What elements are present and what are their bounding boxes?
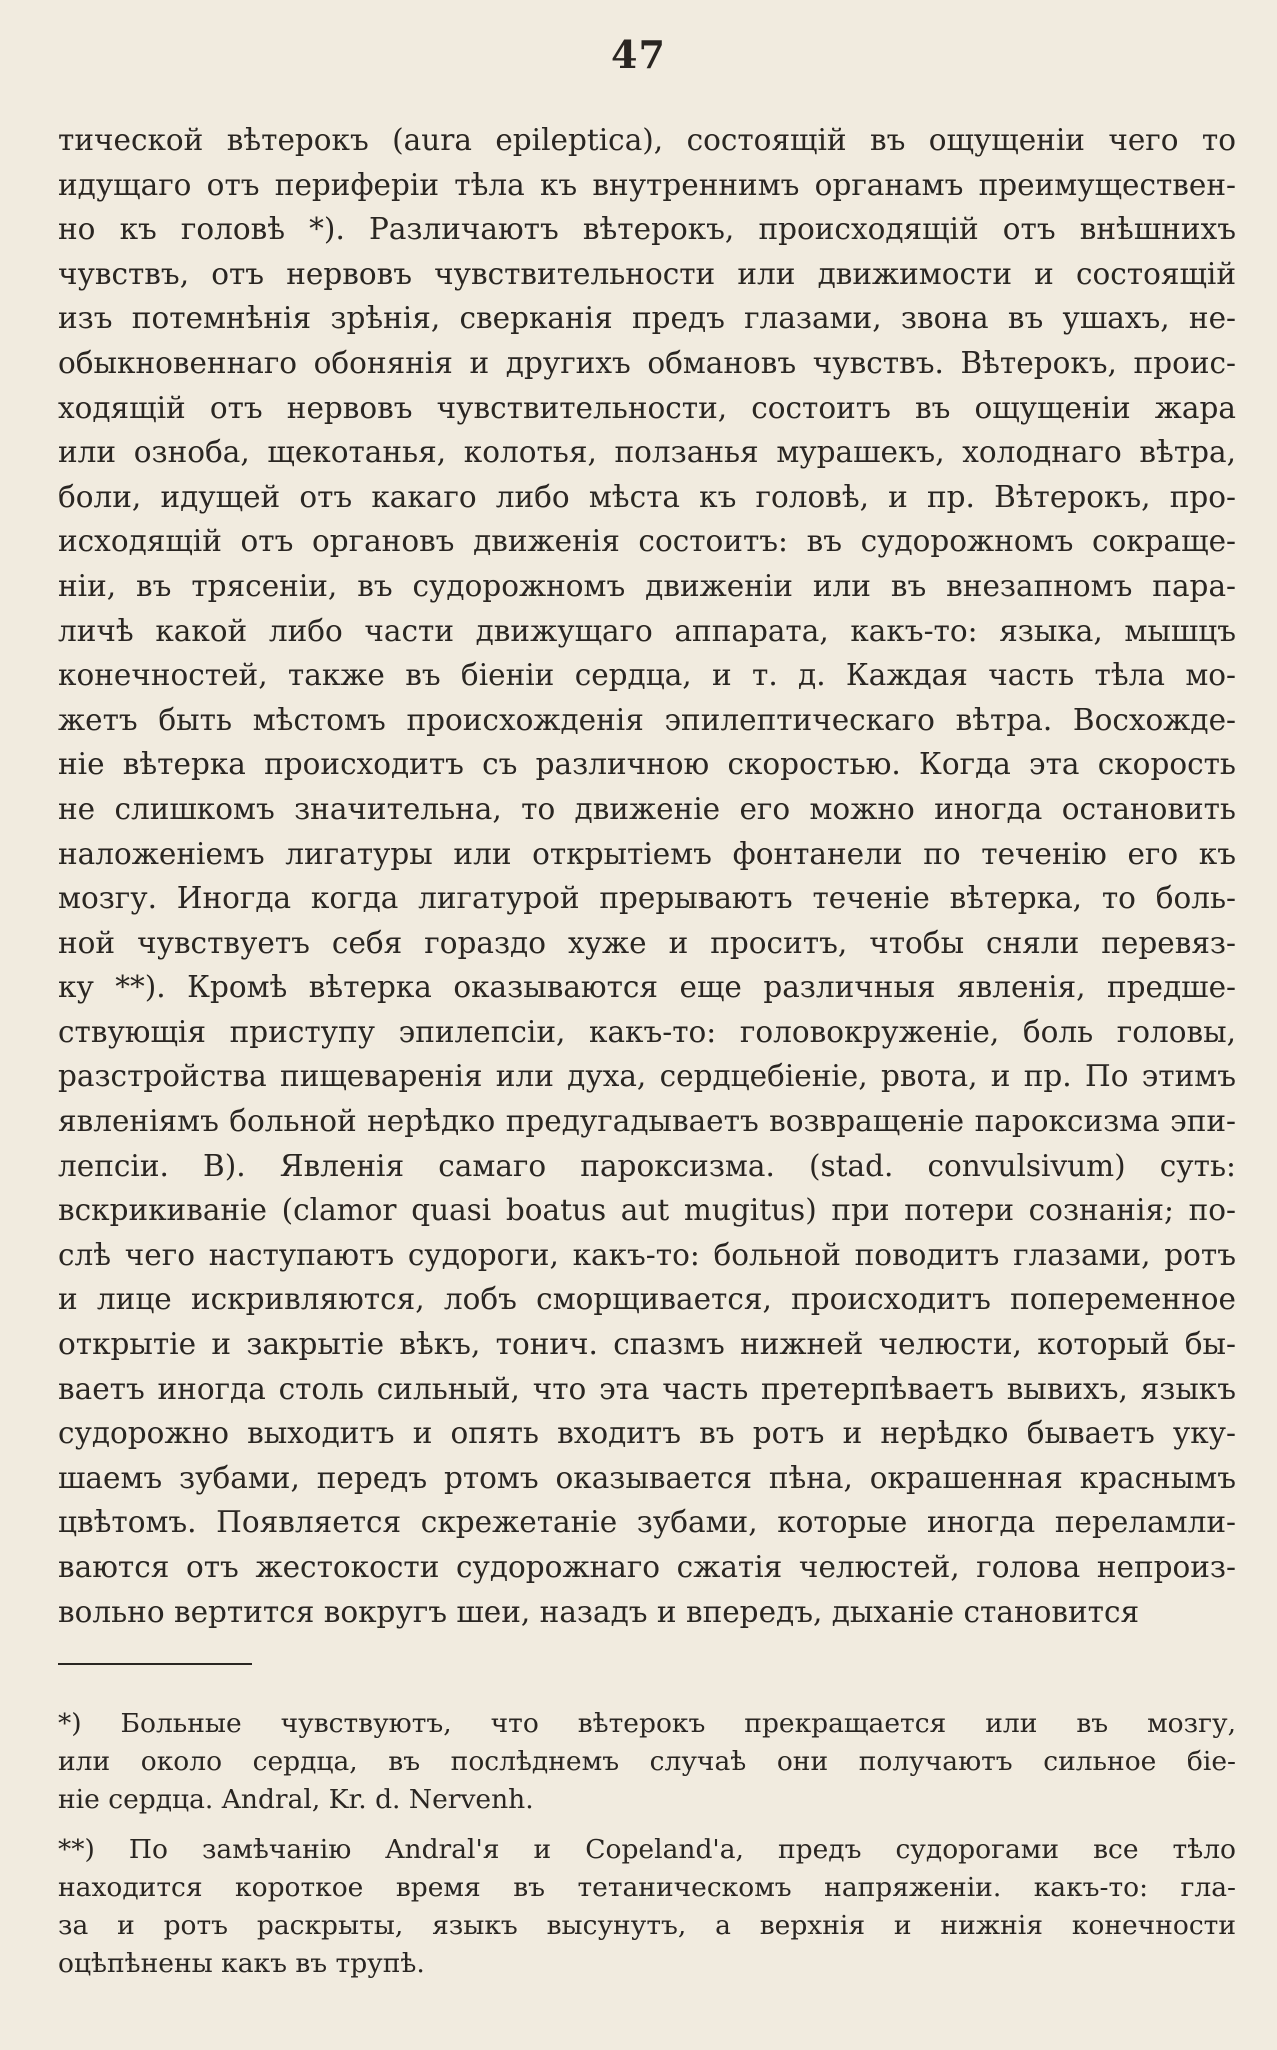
footnote (58, 1705, 1236, 1819)
text-line: или озноба, щекотанья, колотья, ползанья мурашекъ, холоднаго вѣтра, (58, 435, 1236, 470)
text-line: боли, идущей отъ какаго либо мѣста къ головѣ, и пр. Вѣтерокъ, про- (58, 479, 1236, 514)
text-line: цвѣтомъ. Появляется скрежетаніе зубами, которые иногда переламли- (58, 1505, 1236, 1540)
text-line: жетъ быть мѣстомъ происхожденія эпилептическаго вѣтра. Восхожде- (58, 702, 1236, 737)
footnote-line: оцѣпѣнены какъ въ трупѣ. (58, 1948, 425, 1979)
text-line: ваетъ иногда столь сильный, что эта часть претерпѣваетъ вывихъ, языкъ (58, 1371, 1236, 1406)
text-line: ствующія приступу эпилепсіи, какъ-то: головокруженіе, боль головы, (58, 1014, 1236, 1049)
text-line: ваются отъ жестокости судорожнаго сжатія челюстей, голова непроиз- (58, 1550, 1236, 1584)
text-line: явленіямъ больной нерѣдко предугадываетъ возвращеніе пароксизма эпи- (58, 1104, 1236, 1139)
footnote (58, 1831, 1236, 1983)
text-line: чувствъ, отъ нервовъ чувствительности или движимости и состоящій (58, 256, 1236, 291)
text-line: ной чувствуетъ себя гораздо хуже и проситъ, чтобы сняли перевяз- (58, 925, 1236, 960)
text-line: не слишкомъ значительна, то движеніе его можно иногда остановить (58, 791, 1236, 826)
text-line: изъ потемнѣнія зрѣнія, сверканія предъ глазами, звона въ ушахъ, не- (58, 301, 1236, 336)
text-line: судорожно выходитъ и опять входитъ въ ротъ и нерѣдко бываетъ уку- (58, 1416, 1236, 1451)
text-line: но къ головѣ *). Различаютъ вѣтерокъ, происходящій отъ внѣшнихъ (58, 212, 1236, 247)
page-number: 47 (611, 32, 666, 77)
text-line: открытіе и закрытіе вѣкъ, тонич. спазмъ нижней челюсти, который бы- (58, 1327, 1236, 1362)
text-line: мозгу. Иногда когда лигатурой прерываютъ теченіе вѣтерка, то боль- (58, 881, 1236, 916)
footnote-line: за и ротъ раскрыты, языкъ высунутъ, а верхнія и нижнія конечности (58, 1910, 1236, 1941)
text-line: обыкновеннаго обонянія и другихъ обмановъ чувствъ. Вѣтерокъ, проис- (58, 345, 1236, 380)
text-line: слѣ чего наступаютъ судороги, какъ-то: больной поводитъ глазами, ротъ (58, 1237, 1236, 1272)
text-line: наложеніемъ лигатуры или открытіемъ фонтанели по теченію его къ (58, 836, 1236, 871)
text-line: ку **). Кромѣ вѣтерка оказываются еще различныя явленія, предше- (58, 970, 1236, 1005)
text-line: ходящій отъ нервовъ чувствительности, состоитъ въ ощущеніи жара (58, 390, 1236, 425)
text-line: шаемъ зубами, передъ ртомъ оказывается пѣна, окрашенная краснымъ (58, 1460, 1236, 1495)
footnote-line: **) По замѣчанію Andral'я и Copeland'а, предъ судорогами все тѣло (58, 1834, 1236, 1865)
text-line: вольно вертится вокругъ шеи, назадъ и впередъ, дыханіе становится (58, 1594, 1140, 1629)
footnotes (58, 1705, 1236, 1983)
text-line: вскрикиваніе (clamor quasi boatus aut mugitus) при потери сознанія; по- (58, 1193, 1236, 1228)
footnote-line: находится короткое время въ тетаническомъ напряженіи. какъ-то: гла- (58, 1872, 1236, 1903)
footnote-line: или около сердца, въ послѣднемъ случаѣ они получаютъ сильное біе- (58, 1746, 1236, 1777)
footnote-line: ніе сердца. Andral, Kr. d. Nervenh. (58, 1784, 534, 1815)
text-line: ніи, въ трясеніи, въ судорожномъ движеніи или въ внезапномъ пара- (58, 568, 1236, 603)
text-line: исходящій отъ органовъ движенія состоитъ: въ судорожномъ сокраще- (58, 524, 1236, 559)
text-line: разстройства пищеваренія или духа, сердцебіеніе, рвота, и пр. По этимъ (58, 1059, 1236, 1094)
text-line: личѣ какой либо части движущаго аппарата, какъ-то: языка, мышцъ (58, 613, 1236, 648)
text-line: тической вѣтерокъ (aura epileptica), состоящій въ ощущеніи чего то (58, 123, 1236, 157)
text-line: лепсіи. В). Явленія самаго пароксизма. (stad. convulsivum) суть: (58, 1148, 1236, 1183)
text-line: конечностей, также въ біеніи сердца, и т. д. Каждая часть тѣла мо- (58, 658, 1236, 693)
text-line: ніе вѣтерка происходитъ съ различною скоростью. Когда эта скорость (58, 747, 1236, 782)
main-text (58, 118, 1236, 1634)
text-line: идущаго отъ периферіи тѣла къ внутреннимъ органамъ преимуществен- (58, 167, 1236, 202)
footnote-separator (58, 1663, 252, 1665)
text-line: и лице искривляются, лобъ сморщивается, происходитъ попеременное (58, 1282, 1236, 1317)
footnote-line: *) Больные чувствуютъ, что вѣтерокъ прекращается или въ мозгу, (58, 1708, 1236, 1739)
